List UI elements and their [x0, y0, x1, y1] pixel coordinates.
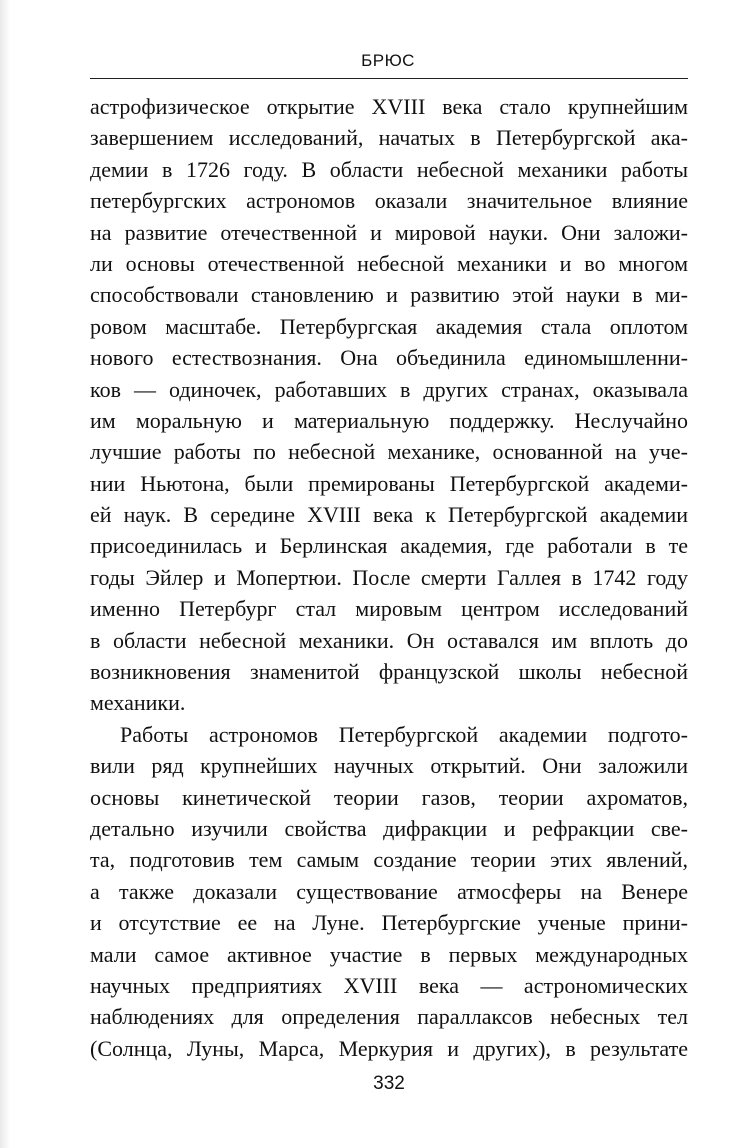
text-line: научных предприятиях XVIII века — астрономических — [90, 972, 688, 998]
text-line: им моральную и материальную поддержку. Неслучайно — [90, 407, 688, 433]
text-line: ли основы отечественной небесной механики и во многом — [90, 250, 688, 276]
text-line: именно Петербург стал мировым центром исследований — [90, 596, 688, 622]
text-line: наблюдениях для определения параллаксов небесных тел — [90, 1004, 688, 1030]
text-line: основы кинетической теории газов, теории ахроматов, — [90, 784, 688, 810]
text-line: возникновения знаменитой французской школы небесной — [90, 659, 688, 685]
text-line: присоединилась и Берлинская академия, где работали в те — [90, 533, 688, 559]
text-line: петербургских астрономов оказали значительное влияние — [90, 188, 688, 214]
text-line: в области небесной механики. Он оставался им вплоть до — [90, 627, 688, 653]
text-line: нового естествознания. Она объединила единомышленни- — [90, 345, 688, 371]
text-line: годы Эйлер и Мопертюи. После смерти Галлея в 1742 году — [90, 564, 688, 590]
text-line: детально изучили свойства дифракции и рефракции све- — [90, 815, 688, 841]
text-line: ровом масштабе. Петербургская академия стала оплотом — [90, 313, 688, 339]
text-line: на развитие отечественной и мировой науки. Они заложи- — [90, 219, 688, 245]
text-line: лучшие работы по небесной механике, основанной на уче- — [90, 439, 688, 465]
text-line: ей наук. В середине XVIII века к Петербургской академии — [90, 502, 688, 528]
text-line: завершением исследований, начатых в Петербургской ака- — [90, 125, 688, 151]
text-line: демии в 1726 году. В области небесной механики работы — [90, 156, 688, 182]
text-line: Работы астрономов Петербургской академии подгото- — [120, 721, 688, 747]
text-line: мали самое активное участие в первых международных — [90, 941, 688, 967]
text-line: ков — одиночек, работавших в других странах, оказывала — [90, 376, 688, 402]
text-line: а также доказали существование атмосферы на Венере — [90, 878, 688, 904]
text-line: астрофизическое открытие XVIII века стало крупнейшим — [90, 94, 688, 119]
page-edge-shadow — [0, 0, 10, 1148]
running-head: БРЮС — [361, 51, 415, 70]
text-line: вили ряд крупнейших научных открытий. Они заложили — [90, 753, 688, 779]
body-text — [90, 91, 688, 1064]
text-line: нии Ньютона, были премированы Петербургской академи- — [90, 470, 688, 496]
text-line: механики. — [90, 690, 186, 716]
text-line: (Солнца, Луны, Марса, Меркурия и других), в результате — [90, 1035, 688, 1061]
header-rule — [90, 78, 688, 79]
page-number: 332 — [373, 1073, 405, 1094]
text-line: способствовали становлению и развитию этой науки в ми- — [90, 282, 688, 308]
text-line: та, подготовив тем самым создание теории этих явлений, — [90, 847, 688, 873]
text-line: и отсутствие ее на Луне. Петербургские ученые прини- — [90, 910, 688, 936]
